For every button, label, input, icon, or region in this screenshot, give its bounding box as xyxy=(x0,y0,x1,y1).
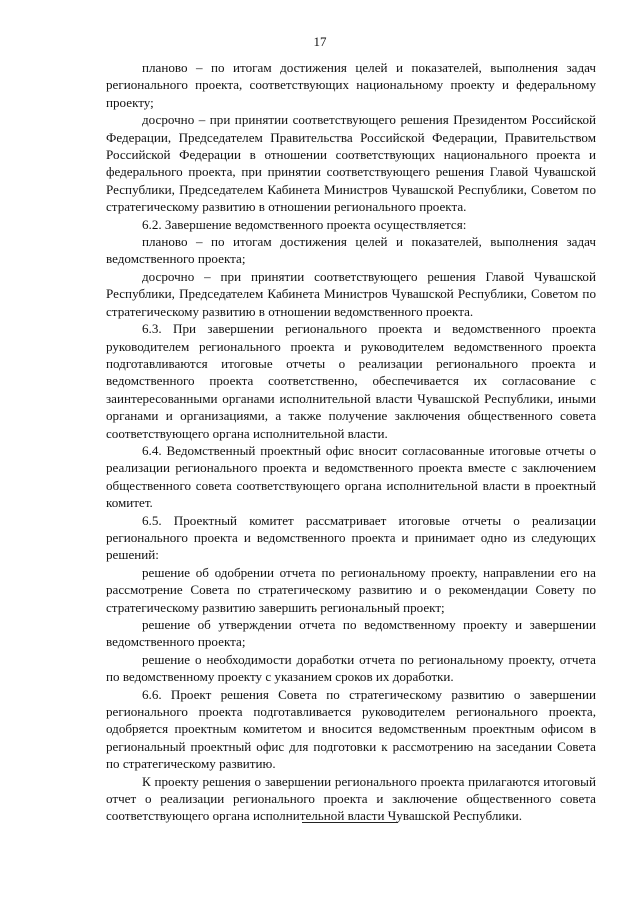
paragraph-decision-confirm: решение об утверждении отчета по ведомственному проекту и завершении ведомственного проекта; xyxy=(106,617,596,650)
page-number: 17 xyxy=(313,34,327,49)
paragraph-6-6: 6.6. Проект решения Совета по стратегическому развитию о завершении регионального проекта подготавливается руководителем регионального проекта, одобряется проектным комитетом и вносится ведомственным проектным офисом в региональный проектный офис для подготовки к рассмотрению на заседании Совета по стратегическому развитию. xyxy=(106,686,596,772)
paragraph-early-departmental: досрочно – при принятии соответствующего решения Главой Чувашской Республики, Председателем Кабинета Министров Чувашской Республики, Советом по стратегическому развитию в отношении ведомственного проекта. xyxy=(106,268,596,319)
paragraph-planned-departmental: планово – по итогам достижения целей и показателей, выполнения задач ведомственного проекта; xyxy=(106,234,596,267)
paragraph-attachments: К проекту решения о завершении регионального проекта прилагаются итоговый отчет о реализации регионального проекта и заключение общественного совета соответствующего органа исполнительной власти Чувашской Республики. xyxy=(106,773,596,824)
footer-rule xyxy=(302,822,398,823)
paragraph-decision-approve: решение об одобрении отчета по региональному проекту, направлении его на рассмотрение Совета по стратегическому развитию и о рекомендации Совету по стратегическому развитию завершить региональный проект; xyxy=(106,564,596,615)
document-body xyxy=(106,59,596,825)
paragraph-early-regional: досрочно – при принятии соответствующего решения Президентом Российской Федерации, Председателем Правительства Российской Федерации, Правительством Российской Федерации в отношении соответствующих национального проекта и федерального проекта, при принятии соответствующего решения Главой Чувашской Республики, Председателем Кабинета Министров Чувашской Республики, Советом по стратегическому развитию в отношении регионального проекта. xyxy=(106,112,596,215)
paragraph-6-5: 6.5. Проектный комитет рассматривает итоговые отчеты о реализации регионального проекта и ведомственного проекта и принимает одно из следующих решений: xyxy=(106,512,596,563)
paragraph-6-3: 6.3. При завершении регионального проекта и ведомственного проекта руководителем регионального проекта и руководителем ведомственного проекта подготавливаются итоговые отчеты о реализации регионального проекта и ведомственного проекта соответственно, обеспечивается их согласование с заинтересованными органами исполнительной власти Чувашской Республики, иными органами и организациями, а также получение заключения общественного совета соответствующего органа исполнительной власти. xyxy=(106,321,596,441)
paragraph-decision-revise: решение о необходимости доработки отчета по региональному проекту, отчета по ведомственному проекту с указанием сроков их доработки. xyxy=(106,651,596,685)
paragraph-6-2: 6.2. Завершение ведомственного проекта осуществляется: xyxy=(142,216,467,232)
paragraph-6-4: 6.4. Ведомственный проектный офис вносит согласованные итоговые отчеты о реализации регионального проекта и ведомственного проекта вместе с заключением общественного совета соответствующего органа исполнительной власти в проектный комитет. xyxy=(106,442,596,511)
paragraph-planned-regional: планово – по итогам достижения целей и показателей, выполнения задач регионального проекта, соответствующих национальному проекту и федеральному проекту; xyxy=(106,60,596,110)
